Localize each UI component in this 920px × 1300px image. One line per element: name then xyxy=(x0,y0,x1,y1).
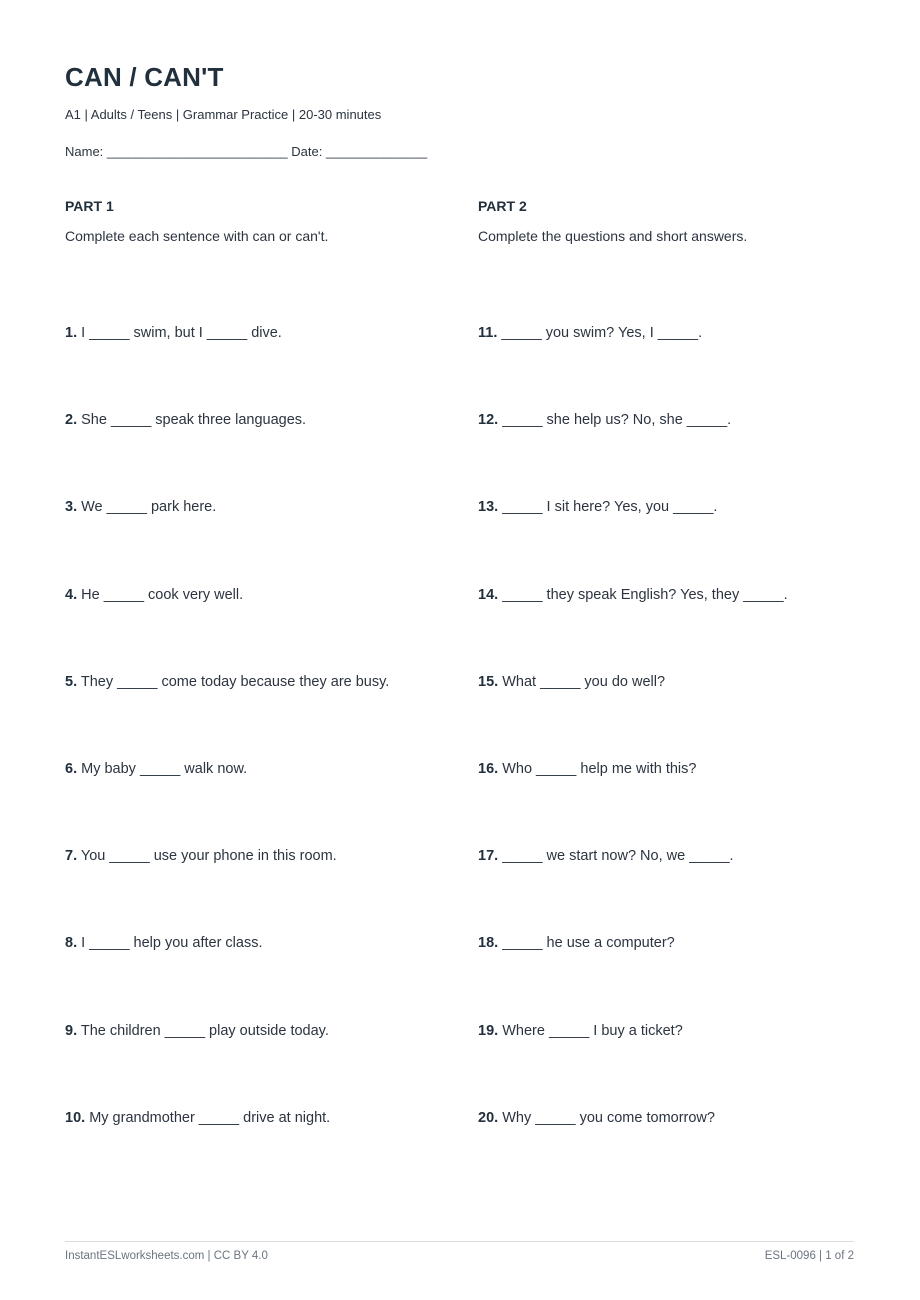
question-text: _____ he use a computer? xyxy=(502,935,675,952)
question-text: Who _____ help me with this? xyxy=(502,760,697,777)
question-text: Where _____ I buy a ticket? xyxy=(502,1022,683,1039)
worksheet-title: CAN / CAN'T xyxy=(65,62,224,92)
question-text: _____ you swim? Yes, I _____. xyxy=(501,325,703,341)
question-item xyxy=(65,1109,445,1196)
question-number: 18. xyxy=(478,935,499,952)
part-2-items xyxy=(478,324,858,1196)
question-item xyxy=(478,586,858,673)
question-item xyxy=(478,673,858,760)
question-text: They _____ come today because they are busy. xyxy=(80,673,390,690)
question-text: _____ she help us? No, she _____. xyxy=(502,412,732,429)
question-item xyxy=(478,1022,858,1109)
question-number: 17. xyxy=(478,848,499,865)
question-item xyxy=(478,934,858,1021)
question-text: What _____ you do well? xyxy=(502,673,666,690)
question-text: _____ they speak English? Yes, they _____. xyxy=(502,586,788,603)
question-number: 10. xyxy=(65,1109,86,1126)
question-item xyxy=(478,411,858,498)
question-text: He _____ cook very well. xyxy=(81,586,244,603)
question-text: The children _____ play outside today. xyxy=(80,1022,329,1039)
footer-source: InstantESLworksheets.com | CC BY 4.0 xyxy=(65,1250,268,1262)
question-text: My baby _____ walk now. xyxy=(81,760,248,777)
question-item xyxy=(65,673,445,760)
question-number: 20. xyxy=(478,1109,499,1126)
question-number: 19. xyxy=(478,1022,499,1039)
question-item xyxy=(478,760,858,847)
question-number: 16. xyxy=(478,760,499,777)
question-number: 5. xyxy=(65,673,78,690)
question-item xyxy=(65,760,445,847)
question-number: 15. xyxy=(478,673,499,690)
question-item xyxy=(65,586,445,673)
part-1-section xyxy=(65,196,445,1126)
question-number: 1. xyxy=(65,325,78,341)
question-text: Why _____ you come tomorrow? xyxy=(502,1109,715,1126)
part-2-section xyxy=(478,196,858,1126)
question-item xyxy=(478,1109,858,1196)
question-text: _____ I sit here? Yes, you _____. xyxy=(502,499,718,516)
question-item xyxy=(478,324,858,411)
question-number: 11. xyxy=(478,325,498,341)
question-text: I _____ help you after class. xyxy=(81,935,263,952)
question-item xyxy=(65,498,445,585)
name-date-line: Name: _________________________ Date: ______________ xyxy=(65,144,428,159)
question-text: My grandmother _____ drive at night. xyxy=(89,1109,331,1126)
question-item xyxy=(478,847,858,934)
question-number: 7. xyxy=(65,848,78,865)
question-number: 6. xyxy=(65,760,78,777)
question-number: 14. xyxy=(478,586,499,603)
question-item xyxy=(65,1022,445,1109)
question-text: We _____ park here. xyxy=(81,499,217,516)
question-number: 12. xyxy=(478,412,499,429)
worksheet-subtitle: A1 | Adults / Teens | Grammar Practice | 20-30 minutes xyxy=(65,107,382,122)
part-1-items xyxy=(65,324,445,1196)
part-2-instruction: Complete the questions and short answers. xyxy=(478,228,748,244)
question-item xyxy=(478,498,858,585)
question-text: I _____ swim, but I _____ dive. xyxy=(81,325,282,341)
question-number: 2. xyxy=(65,412,78,429)
question-number: 13. xyxy=(478,499,499,516)
part-1-heading: PART 1 xyxy=(65,198,114,214)
question-item xyxy=(65,411,445,498)
question-item xyxy=(65,847,445,934)
question-item xyxy=(65,934,445,1021)
footer-page-info: ESL-0096 | 1 of 2 xyxy=(764,1250,854,1262)
question-number: 9. xyxy=(65,1022,78,1039)
question-text: _____ we start now? No, we _____. xyxy=(502,848,734,865)
question-number: 8. xyxy=(65,935,78,952)
part-2-heading: PART 2 xyxy=(478,198,527,214)
question-number: 3. xyxy=(65,499,78,516)
question-number: 4. xyxy=(65,586,78,603)
footer-divider xyxy=(65,1241,854,1242)
question-item xyxy=(65,324,445,411)
part-1-instruction: Complete each sentence with can or can't. xyxy=(65,228,329,244)
question-text: She _____ speak three languages. xyxy=(81,412,307,429)
question-text: You _____ use your phone in this room. xyxy=(80,848,337,865)
